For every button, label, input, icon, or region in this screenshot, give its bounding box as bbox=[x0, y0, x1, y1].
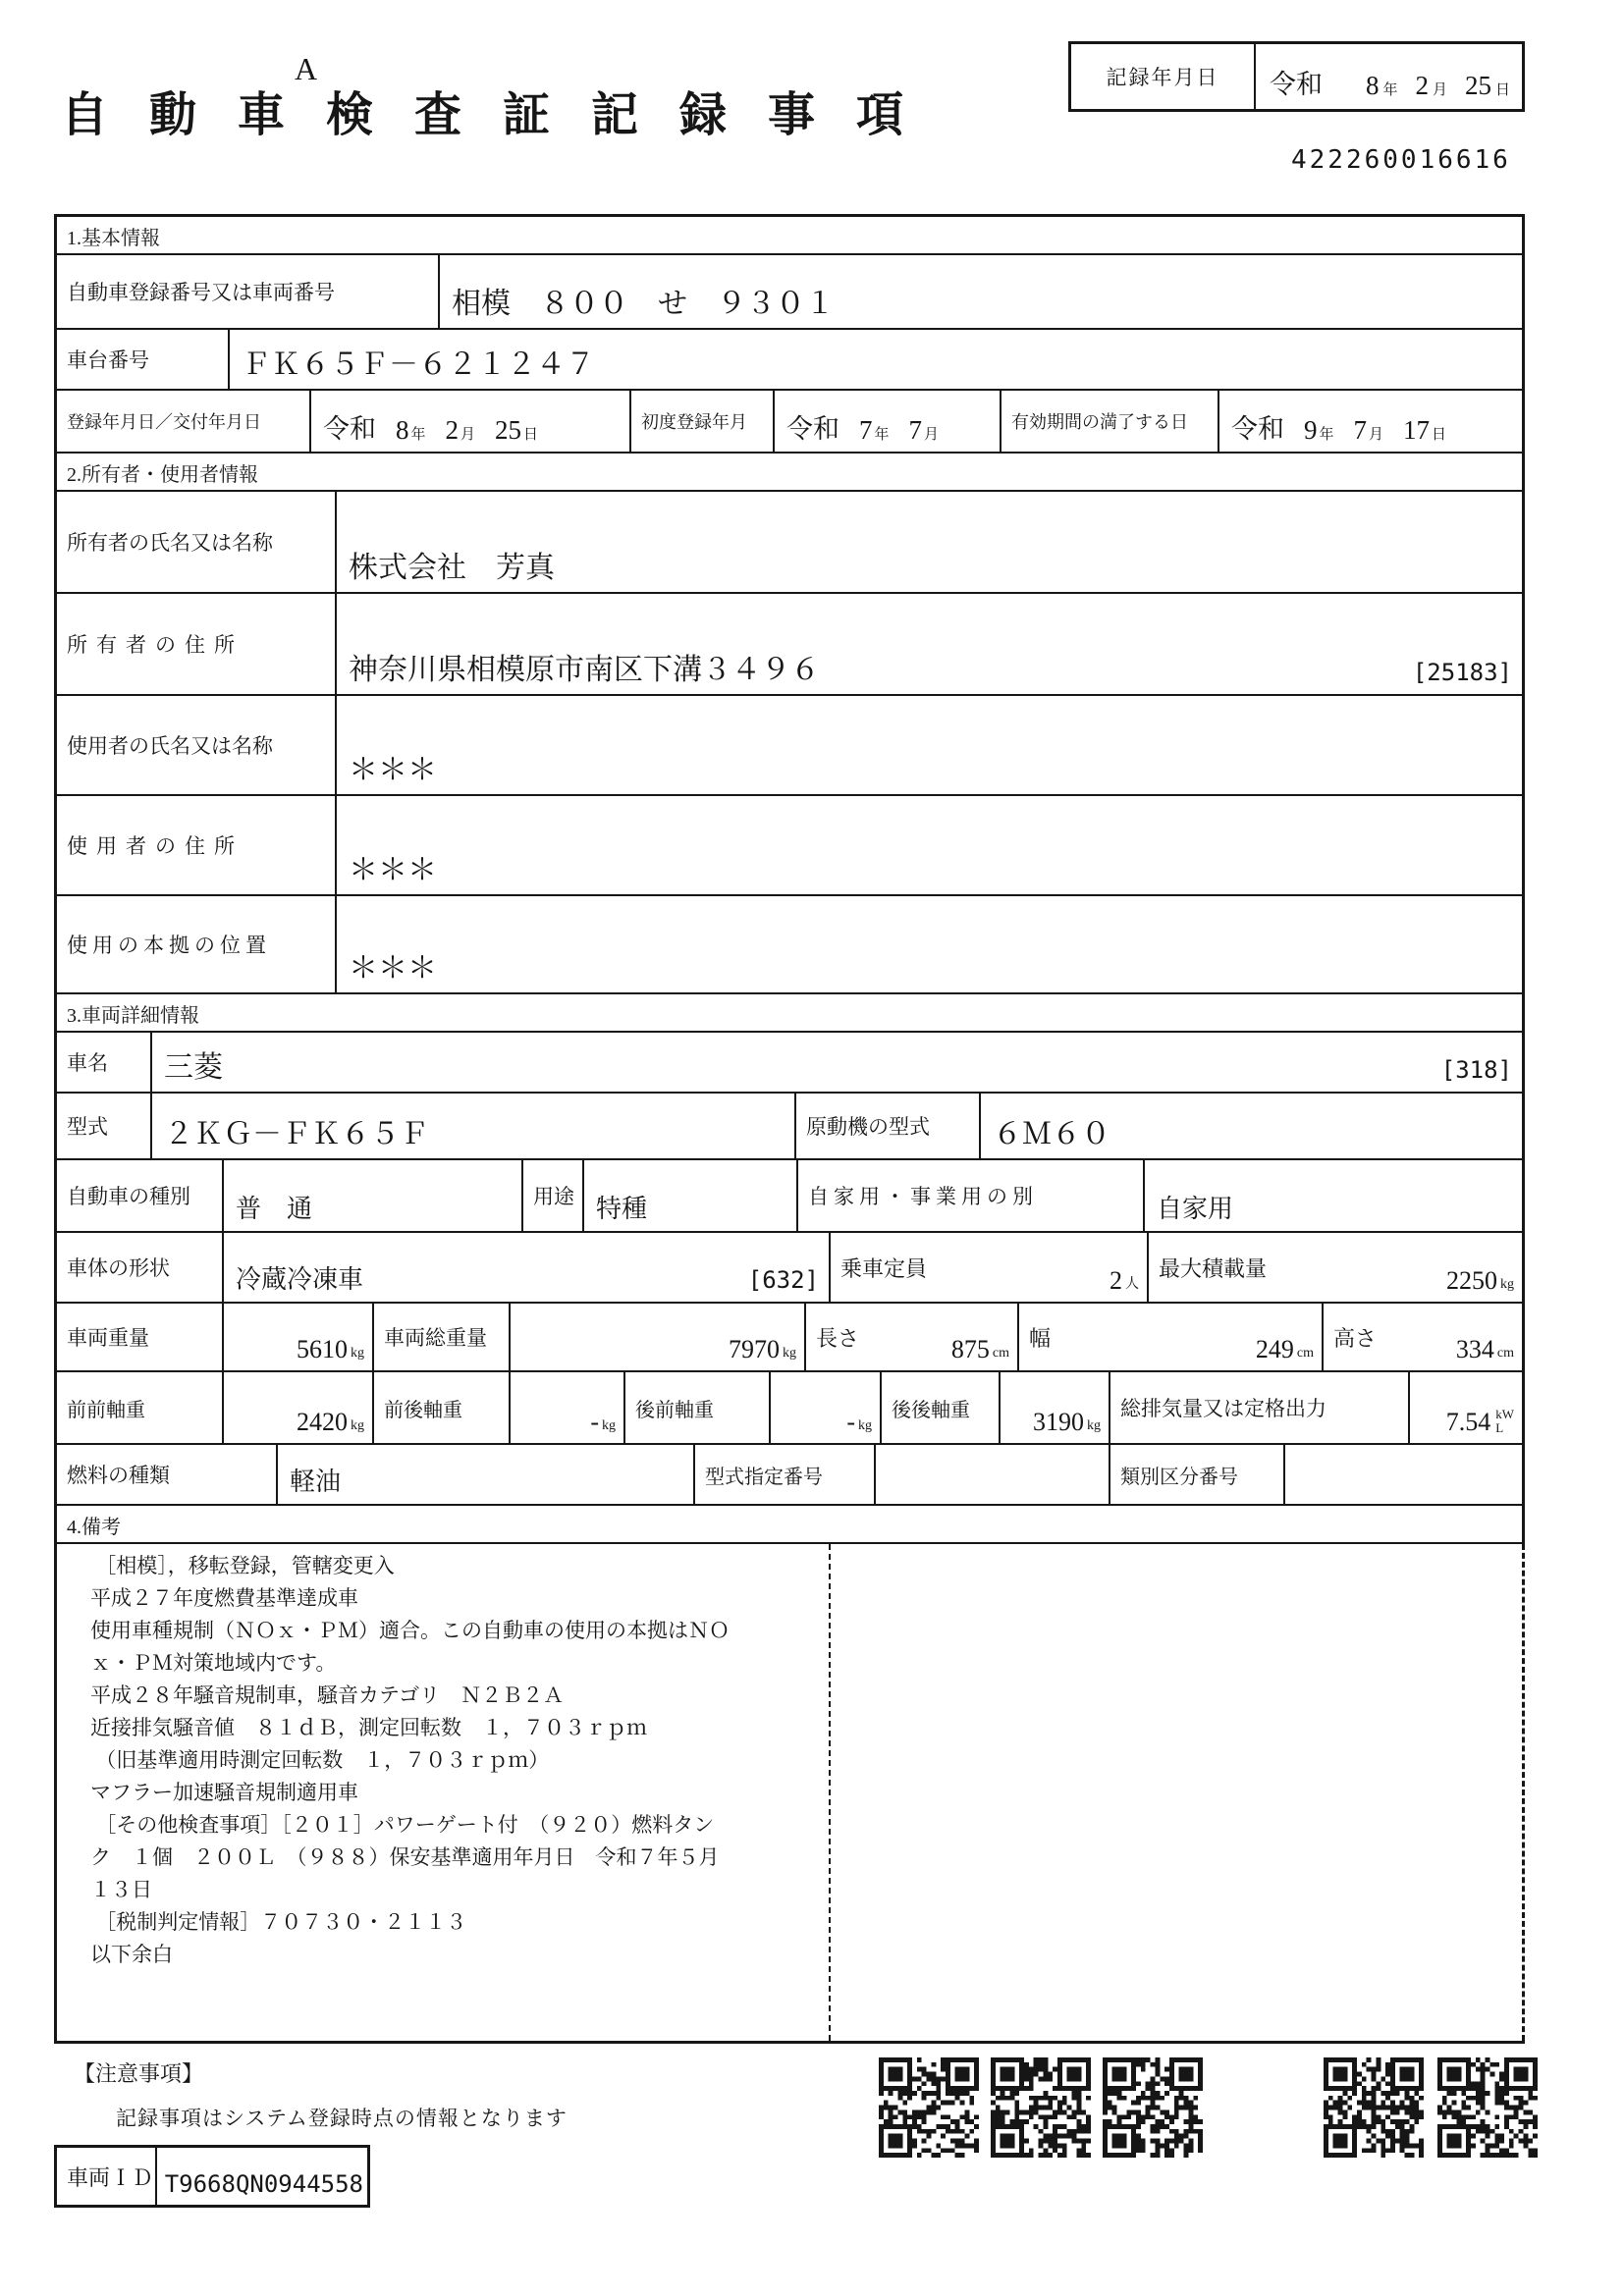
model-value: ２ＫＧ－ＦＫ６５Ｆ bbox=[164, 1118, 429, 1150]
remarks-line: 使用車種規制（ＮＯｘ・ＰＭ）適合。この自動車の使用の本拠はＮＯ bbox=[90, 1619, 730, 1642]
first-reg-year: 7 bbox=[859, 415, 873, 445]
month-unit: 月 bbox=[1369, 427, 1384, 443]
remarks-line: マフラー加速騒音規制適用車 bbox=[90, 1781, 358, 1804]
width-cell bbox=[1019, 1304, 1324, 1370]
capacity-cell bbox=[831, 1233, 1149, 1302]
chassis-number-value-cell bbox=[230, 330, 1522, 389]
qr-code bbox=[1324, 2057, 1424, 2158]
height-value: 334 cm bbox=[1455, 1335, 1514, 1363]
qr-cluster-left bbox=[879, 2057, 1203, 2158]
owner-address-value: 神奈川県相模原市南区下溝３４９６ bbox=[349, 654, 820, 686]
max-load-label: 最大積載量 bbox=[1159, 1255, 1268, 1281]
owner-address-label-cell bbox=[57, 594, 337, 694]
type-designation-label: 型式指定番号 bbox=[705, 1466, 823, 1488]
record-date-day: 25 bbox=[1465, 71, 1492, 100]
row-chassis-number bbox=[57, 330, 1525, 391]
height-label: 高さ bbox=[1333, 1325, 1378, 1351]
remarks-line: （旧基準適用時測定回転数 １，７０３ｒｐｍ） bbox=[90, 1748, 550, 1772]
user-name-label: 使用者の氏名又は名称 bbox=[67, 734, 273, 758]
user-name-value-cell bbox=[337, 696, 1522, 794]
qr-code bbox=[879, 2057, 979, 2158]
weight-label-cell bbox=[57, 1304, 224, 1370]
record-date-era: 令和 bbox=[1270, 70, 1323, 99]
kg-unit: kg bbox=[783, 1346, 796, 1361]
month-unit: 月 bbox=[924, 427, 940, 443]
section-title-basic: 1.基本情報 bbox=[57, 217, 1525, 255]
body-shape-value: 冷蔵冷凍車 bbox=[236, 1265, 364, 1294]
kg-unit: kg bbox=[351, 1346, 364, 1361]
first-registration-value bbox=[775, 391, 1001, 452]
body-shape-value-cell bbox=[224, 1233, 831, 1302]
kg-unit: kg bbox=[351, 1418, 364, 1433]
displacement-value-cell: 7.54 kW L bbox=[1445, 1407, 1514, 1436]
body-shape-code: [632] bbox=[747, 1266, 819, 1294]
section-title-remarks: 4.備考 bbox=[57, 1506, 1525, 1544]
capacity-value: 2 人 bbox=[1110, 1266, 1139, 1295]
notice-text: 記録事項はシステム登録時点の情報となります bbox=[116, 2107, 568, 2130]
vehicle-id-value: T9668QN0944558 bbox=[164, 2170, 363, 2198]
vehicle-id-box bbox=[54, 2145, 370, 2208]
qr-code bbox=[1437, 2057, 1538, 2158]
registration-number-label: 自動車登録番号又は車両番号 bbox=[67, 281, 335, 304]
expiry-year: 9 bbox=[1304, 415, 1318, 445]
remarks-line: 平成２７年度燃費基準達成車 bbox=[90, 1586, 358, 1610]
private-business-label: 自家用・事業用の別 bbox=[808, 1185, 1038, 1208]
registration-number-value: 相模 ８００ せ ９３０１ bbox=[452, 288, 835, 320]
cm-unit: cm bbox=[1296, 1346, 1314, 1361]
engine-model-label-cell bbox=[796, 1094, 981, 1158]
record-date-year: 8 bbox=[1366, 71, 1380, 100]
axle-rear-rear-value-cell: 3190 kg bbox=[1001, 1372, 1110, 1443]
weight-value-cell: 5610 kg bbox=[224, 1304, 374, 1370]
remarks-line: ｘ・ＰＭ対策地域内です。 bbox=[90, 1651, 337, 1675]
category-value: 普 通 bbox=[236, 1195, 313, 1223]
chassis-number-label: 車台番号 bbox=[67, 348, 149, 372]
row-category bbox=[57, 1160, 1525, 1233]
private-business-value: 自家用 bbox=[1157, 1195, 1234, 1223]
registration-date-value bbox=[311, 391, 631, 452]
gross-weight-label: 車両総重量 bbox=[384, 1326, 487, 1350]
axle-rear-front-label: 後前軸重 bbox=[635, 1399, 714, 1421]
car-name-value: 三菱 bbox=[164, 1051, 223, 1084]
record-date-value bbox=[1256, 44, 1522, 109]
form-table bbox=[54, 214, 1525, 2044]
remarks-line: 以下余白 bbox=[90, 1943, 173, 1966]
row-model bbox=[57, 1094, 1525, 1160]
record-date-label: 記録年月日 bbox=[1071, 44, 1256, 109]
row-base-location bbox=[57, 896, 1525, 994]
engine-model-label: 原動機の型式 bbox=[806, 1115, 930, 1139]
axle-front-rear-value-cell: - kg bbox=[511, 1372, 625, 1443]
car-name-value-cell bbox=[152, 1033, 1522, 1092]
record-date-month: 2 bbox=[1415, 71, 1430, 100]
row-owner-address bbox=[57, 594, 1525, 696]
body-shape-label: 車体の形状 bbox=[67, 1256, 170, 1280]
fuel-value-cell bbox=[278, 1445, 695, 1504]
base-location-value: ＊＊＊ bbox=[349, 952, 437, 985]
row-fuel bbox=[57, 1445, 1525, 1506]
remarks-line: ［税制判定情報］７０７３０・２１１３ bbox=[90, 1910, 467, 1934]
registration-date-label-cell bbox=[57, 391, 311, 452]
weight-label: 車両重量 bbox=[67, 1326, 149, 1350]
qr-code bbox=[1103, 2057, 1203, 2158]
car-name-label: 車名 bbox=[67, 1051, 108, 1075]
user-name-label-cell bbox=[57, 696, 337, 794]
remarks-line: １３日 bbox=[90, 1878, 152, 1901]
type-designation-value-cell bbox=[876, 1445, 1110, 1504]
qr-cluster-right bbox=[1324, 2057, 1538, 2158]
page-mark: A bbox=[295, 51, 318, 86]
first-reg-era: 令和 bbox=[786, 414, 839, 444]
remarks-empty-column bbox=[831, 1544, 1522, 2041]
owner-name-label: 所有者の氏名又は名称 bbox=[67, 531, 273, 555]
model-label-cell bbox=[57, 1094, 152, 1158]
axle-front-rear-label-cell bbox=[374, 1372, 511, 1443]
expiry-month: 7 bbox=[1353, 415, 1368, 445]
type-designation-label-cell bbox=[695, 1445, 876, 1504]
axle-rear-rear-label: 後後軸重 bbox=[892, 1399, 970, 1421]
height-cell bbox=[1324, 1304, 1522, 1370]
category-label: 自動車の種別 bbox=[67, 1185, 190, 1208]
expiry-era: 令和 bbox=[1231, 414, 1284, 444]
reg-date-era: 令和 bbox=[323, 414, 376, 444]
displacement-label-cell bbox=[1110, 1372, 1410, 1443]
engine-model-value-cell bbox=[981, 1094, 1522, 1158]
row-dates bbox=[57, 391, 1525, 454]
class-number-label: 類別区分番号 bbox=[1120, 1466, 1238, 1488]
axle-front-front-value-cell: 2420 kg bbox=[224, 1372, 374, 1443]
displacement-label: 総排気量又は定格出力 bbox=[1120, 1397, 1326, 1420]
vehicle-id-label: 車両ＩＤ bbox=[57, 2148, 157, 2205]
doc-title: 自動車検査証記録事項 bbox=[61, 89, 946, 141]
row-body-shape bbox=[57, 1233, 1525, 1304]
registration-date-label: 登録年月日／交付年月日 bbox=[67, 412, 261, 432]
remarks-line: ［相模］，移転登録，管轄変更入 bbox=[90, 1554, 395, 1577]
expiry-date-label-cell bbox=[1001, 391, 1219, 452]
year-unit: 年 bbox=[1319, 427, 1334, 443]
base-location-label: 使用の本拠の位置 bbox=[67, 934, 271, 957]
category-value-cell bbox=[224, 1160, 523, 1231]
row-user-name bbox=[57, 696, 1525, 796]
row-user-address bbox=[57, 796, 1525, 896]
kg-unit: kg bbox=[858, 1418, 872, 1433]
row-car-name bbox=[57, 1033, 1525, 1094]
owner-address-value-cell bbox=[337, 594, 1522, 694]
reg-date-year: 8 bbox=[396, 415, 409, 445]
class-number-value-cell bbox=[1285, 1445, 1522, 1504]
expiry-day: 17 bbox=[1403, 415, 1431, 445]
kw-l-unit: kW L bbox=[1495, 1407, 1514, 1435]
remarks-line: ク １個 ２００Ｌ （９８８）保安基準適用年月日 令和７年５月 bbox=[90, 1845, 720, 1869]
cm-unit: cm bbox=[992, 1346, 1009, 1361]
remarks-text bbox=[57, 1544, 831, 2041]
kg-unit: kg bbox=[1500, 1277, 1514, 1292]
row-registration-number bbox=[57, 255, 1525, 330]
month-unit: 月 bbox=[1433, 82, 1448, 98]
owner-name-label-cell bbox=[57, 492, 337, 592]
use-label-cell bbox=[523, 1160, 584, 1231]
remarks-body bbox=[57, 1544, 1525, 2041]
reg-date-day: 25 bbox=[495, 415, 522, 445]
max-load-cell bbox=[1149, 1233, 1522, 1302]
row-axle-weights bbox=[57, 1372, 1525, 1445]
remarks-line: 平成２８年騒音規制車，騒音カテゴリ Ｎ２Ｂ２Ａ bbox=[90, 1683, 565, 1707]
gross-weight-label-cell bbox=[374, 1304, 511, 1370]
width-label: 幅 bbox=[1029, 1325, 1052, 1351]
length-cell bbox=[806, 1304, 1019, 1370]
kg-unit: kg bbox=[1087, 1418, 1101, 1433]
notice-title: 【注意事項】 bbox=[74, 2061, 204, 2086]
model-label: 型式 bbox=[67, 1115, 108, 1139]
chassis-number-label-cell bbox=[57, 330, 230, 389]
user-address-value: ＊＊＊ bbox=[349, 854, 437, 886]
use-value-cell bbox=[584, 1160, 798, 1231]
expiry-date-label: 有効期間の満了する日 bbox=[1011, 412, 1188, 432]
use-label: 用途 bbox=[533, 1185, 574, 1208]
axle-rear-rear-label-cell bbox=[882, 1372, 1001, 1443]
max-load-value: 2250 kg bbox=[1446, 1266, 1514, 1295]
first-registration-label-cell bbox=[631, 391, 775, 452]
gross-weight-value-cell: 7970 kg bbox=[511, 1304, 806, 1370]
user-address-label: 使用者の住所 bbox=[67, 834, 244, 858]
capacity-label: 乗車定員 bbox=[840, 1255, 928, 1281]
axle-front-front-label-cell bbox=[57, 1372, 224, 1443]
remarks-line: 近接排気騒音値 ８１ｄＢ，測定回転数 １，７０３ｒｐｍ bbox=[90, 1716, 647, 1739]
model-value-cell bbox=[152, 1094, 796, 1158]
car-name-label-cell bbox=[57, 1033, 152, 1092]
use-value: 特種 bbox=[596, 1195, 648, 1223]
section-title-owner: 2.所有者・使用者情報 bbox=[57, 454, 1525, 492]
cm-unit: cm bbox=[1496, 1346, 1514, 1361]
chassis-number-value: ＦＫ６５Ｆ－６２１２４７ bbox=[242, 348, 595, 381]
owner-name-value: 株式会社 芳真 bbox=[349, 552, 555, 584]
record-date-box bbox=[1068, 41, 1525, 112]
year-unit: 年 bbox=[874, 427, 890, 443]
fuel-value: 軽油 bbox=[290, 1468, 342, 1496]
month-unit: 月 bbox=[460, 427, 476, 443]
registration-number-value-cell bbox=[440, 255, 1522, 328]
base-location-value-cell bbox=[337, 896, 1522, 992]
user-address-label-cell bbox=[57, 796, 337, 894]
axle-front-front-label: 前前軸重 bbox=[67, 1399, 145, 1421]
remarks-line: ［その他検査事項］［２０１］パワーゲート付 （９２０）燃料タン bbox=[90, 1813, 715, 1837]
day-unit: 日 bbox=[1495, 82, 1511, 98]
user-name-value: ＊＊＊ bbox=[349, 754, 437, 786]
first-registration-label: 初度登録年月 bbox=[641, 412, 747, 432]
qr-code bbox=[991, 2057, 1091, 2158]
person-unit: 人 bbox=[1125, 1277, 1139, 1292]
first-reg-month: 7 bbox=[908, 415, 923, 445]
private-business-label-cell bbox=[798, 1160, 1145, 1231]
registration-number-label-cell bbox=[57, 255, 440, 328]
base-location-label-cell bbox=[57, 896, 337, 992]
owner-address-label: 所有者の住所 bbox=[67, 633, 244, 657]
kg-unit: kg bbox=[602, 1418, 616, 1433]
axle-front-rear-label: 前後軸重 bbox=[384, 1399, 462, 1421]
reg-date-month: 2 bbox=[445, 415, 460, 445]
year-unit: 年 bbox=[1382, 82, 1398, 98]
axle-rear-front-value-cell: - kg bbox=[771, 1372, 882, 1443]
expiry-date-value bbox=[1219, 391, 1522, 452]
row-owner-name bbox=[57, 492, 1525, 594]
owner-name-value-cell bbox=[337, 492, 1522, 592]
category-label-cell bbox=[57, 1160, 224, 1231]
user-address-value-cell bbox=[337, 796, 1522, 894]
car-name-code: [318] bbox=[1440, 1056, 1512, 1084]
class-number-label-cell bbox=[1110, 1445, 1285, 1504]
year-unit: 年 bbox=[410, 427, 426, 443]
fuel-label: 燃料の種類 bbox=[67, 1464, 170, 1487]
body-shape-label-cell bbox=[57, 1233, 224, 1302]
axle-rear-front-label-cell bbox=[625, 1372, 771, 1443]
length-label: 長さ bbox=[816, 1325, 860, 1351]
row-weights bbox=[57, 1304, 1525, 1372]
width-value: 249 cm bbox=[1255, 1335, 1314, 1363]
owner-address-code: [25183] bbox=[1412, 659, 1512, 686]
engine-model-value: ６Ｍ６０ bbox=[993, 1118, 1110, 1150]
day-unit: 日 bbox=[1432, 427, 1447, 443]
section-title-detail: 3.車両詳細情報 bbox=[57, 994, 1525, 1033]
fuel-label-cell bbox=[57, 1445, 278, 1504]
day-unit: 日 bbox=[523, 427, 539, 443]
length-value: 875 cm bbox=[950, 1335, 1009, 1363]
doc-number: 422260016616 bbox=[1291, 145, 1511, 175]
private-business-value-cell bbox=[1145, 1160, 1522, 1231]
